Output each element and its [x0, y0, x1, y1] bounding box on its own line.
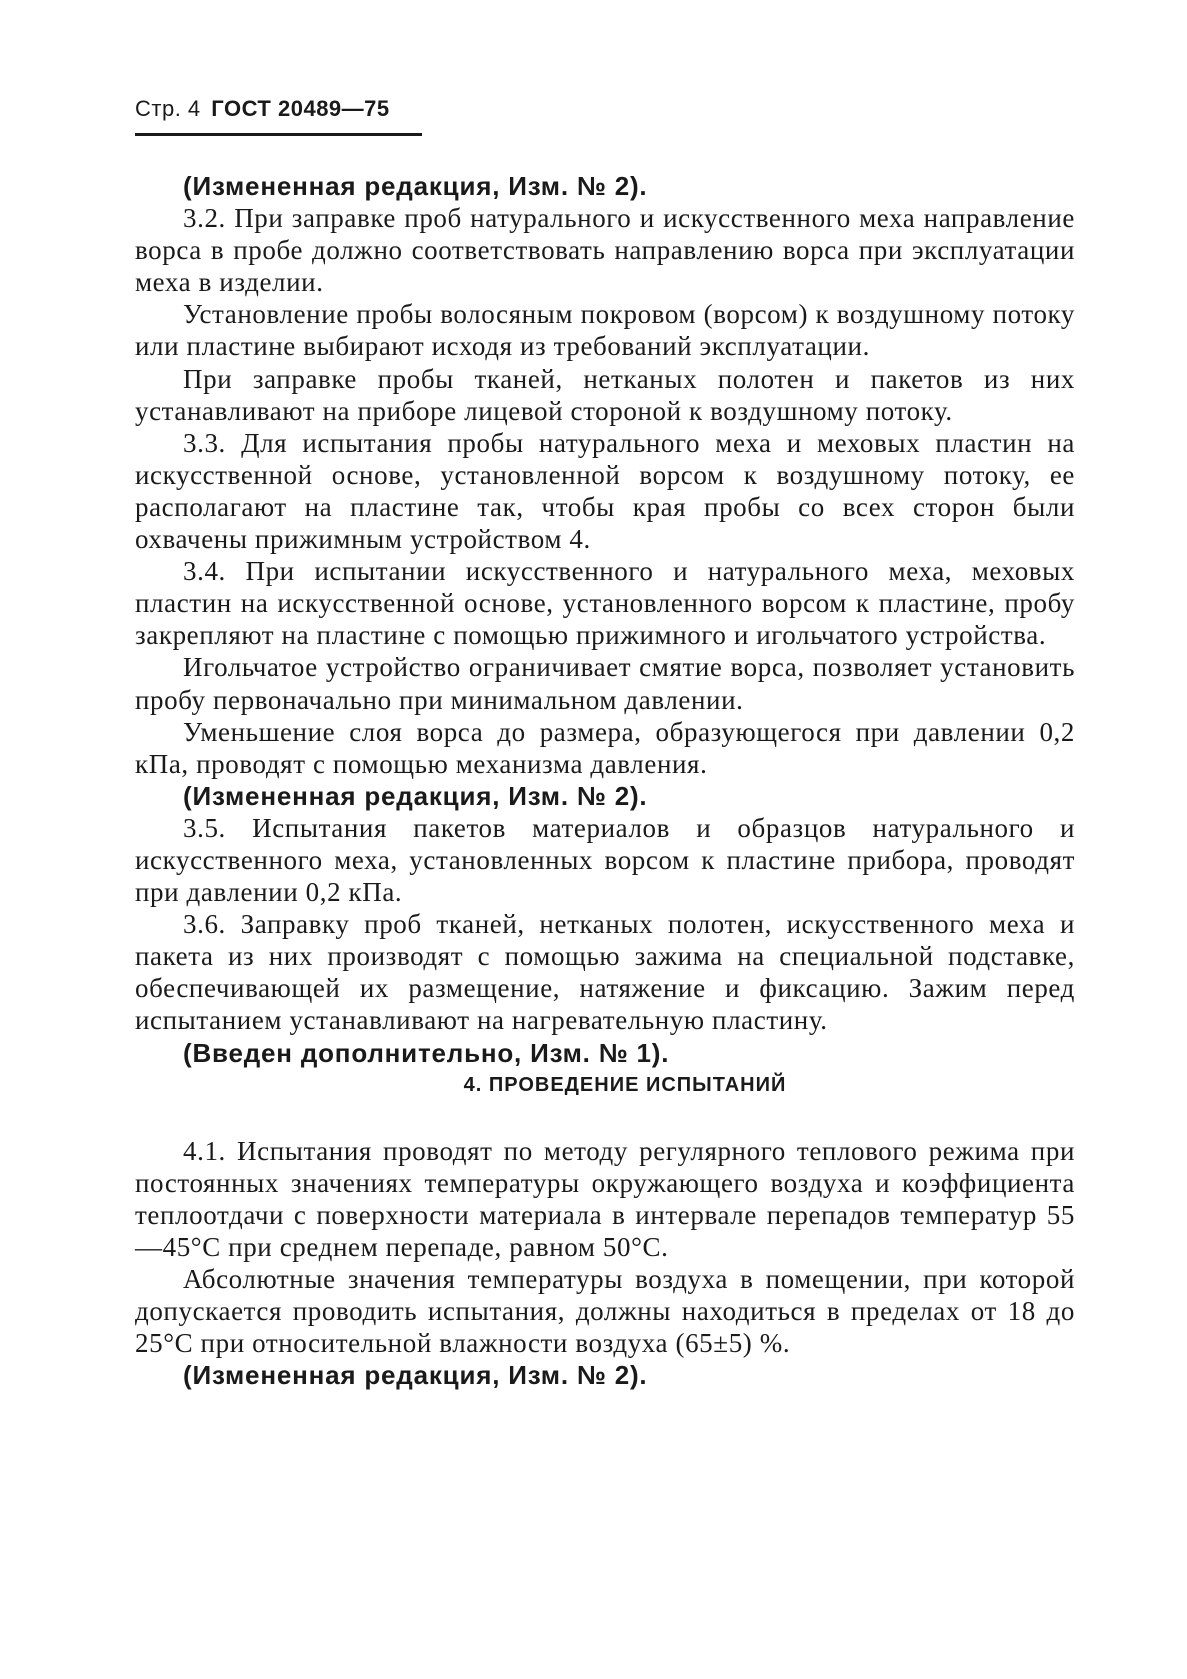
standard-number: ГОСТ 20489—75 [211, 96, 390, 121]
clause-3-2-fabric-orientation: При заправке пробы тканей, нетканых полотен и пакетов из них устанавливают на приборе лицевой стороной к воздушному потоку. [135, 363, 1075, 426]
clause-3-3: 3.3. Для испытания пробы натурального меха и меховых пластин на искусственной основе, установленной ворсом к воздушному потоку, ее располагают на пластине так, чтобы края пробы со всех сторон были охвачены прижимным устройством 4. [135, 427, 1075, 555]
clause-4-1-air-conditions: Абсолютные значения температуры воздуха в помещении, при которой допускается проводить испытания, должны находиться в пределах от 18 до 25°С при относительной влажности воздуха (65±5) %. [135, 1264, 1075, 1359]
amendment-note: (Измененная редакция, Изм. № 2). [183, 171, 648, 201]
clause-3-4-needle-device: Игольчатое устройство ограничивает смятие ворса, позволяет установить пробу первоначально при минимальном давлении. [135, 652, 1075, 715]
clause-4-1: 4.1. Испытания проводят по методу регулярного теплового режима при постоянных значениях температуры окружающего воздуха и коэффициента теплоотдачи с поверхности материала в интервале перепадов температур 55—45°С при среднем перепаде, равном 50°С. [135, 1135, 1075, 1262]
addition-note: (Введен дополнительно, Изм. № 1). [183, 1037, 670, 1068]
clause-3-2-pile-orientation: Установление пробы волосяным покровом (ворсом) к воздушному потоку или пластине выбирают исходя из требований эксплуатации. [135, 299, 1075, 362]
clause-3-2: 3.2. При заправке проб натурального и искусственного меха направление ворса в пробе должно соответствовать направлению ворса при эксплуатации меха в изделии. [135, 203, 1075, 298]
header-rule [135, 133, 422, 136]
clause-3-5: 3.5. Испытания пакетов материалов и образцов натурального и искусственного меха, установленных ворсом к пластине прибора, проводят при давлении 0,2 кПа. [135, 812, 1075, 908]
page-number: Стр. 4 [135, 96, 201, 121]
document-body [135, 170, 1075, 1391]
amendment-note: (Измененная редакция, Изм. № 2). [183, 1360, 648, 1391]
clause-3-4-pressure: Уменьшение слоя ворса до размера, образующегося при давлении 0,2 кПа, проводят с помощью механизма давления. [135, 716, 1075, 779]
clause-3-4: 3.4. При испытании искусственного и натурального меха, меховых пластин на искусственной основе, установленного ворсом к пластине, пробу закрепляют на пластине с помощью прижимного и игольчатого устройства. [135, 556, 1075, 651]
amendment-note: (Измененная редакция, Изм. № 2). [183, 780, 648, 811]
section-4-title: 4. ПРОВЕДЕНИЕ ИСПЫТАНИЙ [463, 1073, 787, 1096]
clause-3-6: 3.6. Заправку проб тканей, нетканых полотен, искусственного меха и пакета из них производят с помощью зажима на специальной подставке, обеспечивающей их размещение, натяжение и фиксацию. Зажим перед испытанием устанавливают на нагревательную пластину. [135, 909, 1075, 1036]
page-header [135, 96, 390, 122]
